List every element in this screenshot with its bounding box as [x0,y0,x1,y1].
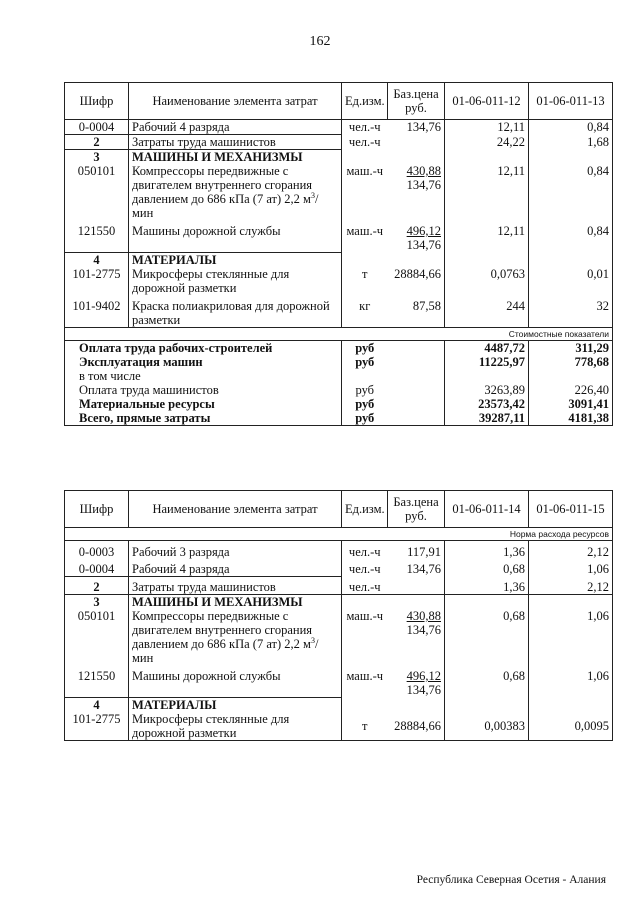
summary-row: Материальные ресурсы руб 23573,42 3091,41 [65,397,613,411]
header-name: Наименование элемента затрат [129,491,342,528]
estimate-table-2 [64,490,613,741]
summary-row: Оплата труда машинистов руб 3263,89 226,40 [65,383,613,397]
table-row: 0-0004 Рабочий 4 разряда чел.-ч 134,76 0,68 1,06 [65,559,613,577]
table-row: 050101 Компрессоры передвижные с двигателем внутреннего сгорания давлением до 686 кПа (7 ат) 2,2 $м^3$/мин маш.-ч 430,88 134,76 12,11 0,84 [65,164,613,220]
table-header-row [65,83,613,120]
summary-row: Эксплуатация машин руб 11225,97 778,68 [65,355,613,369]
header-code: Шифр [65,491,129,528]
estimate-table-1 [64,82,613,426]
table-row: 121550 Машины дорожной службы маш.-ч 496,12 134,76 0,68 1,06 [65,665,613,697]
header-name: Наименование элемента затрат [129,83,342,120]
summary-row: Всего, прямые затраты руб 39287,11 4181,38 [65,411,613,426]
summary-row: Оплата труда рабочих-строителей руб 4487,72 311,29 [65,340,613,355]
summary-row: в том числе [65,369,613,383]
table-row: 0-0004 Рабочий 4 разряда чел.-ч 134,76 12,11 0,84 [65,120,613,135]
table-row: 101-9402 Краска полиакриловая для дорожной разметки кг 87,58 244 32 [65,295,613,328]
header-code: Шифр [65,83,129,120]
table-row: 2 Затраты труда машинистов чел.-ч 24,22 1,68 [65,135,613,150]
table-row: 2 Затраты труда машинистов чел.-ч 1,36 2,12 [65,577,613,595]
section-row: 4 МАТЕРИАЛЫ [65,252,613,267]
note-row [65,528,613,541]
header-col-a: 01-06-011-12 [445,83,529,120]
page-number: 162 [309,34,331,49]
footer-region: Республика Северная Осетия - Алания [416,874,606,886]
header-col-b: 01-06-011-13 [529,83,613,120]
cost-indicators-note: Стоимостные показатели [65,327,613,340]
section-row: 4 МАТЕРИАЛЫ [65,697,613,712]
table-row: 050101 Компрессоры передвижные с двигателем внутреннего сгорания давлением до 686 кПа (7 ат) 2,2 $м^3$/мин маш.-ч 430,88 134,76 0,68 1,06 [65,609,613,665]
table-row: 101-2775 Микросферы стеклянные для дорожной разметки т 28884,66 0,00383 0,0095 [65,712,613,741]
table-row: 101-2775 Микросферы стеклянные для дорожной разметки т 28884,66 0,0763 0,01 [65,267,613,295]
header-price: Баз.цена руб. [388,491,445,528]
note-row [65,327,613,340]
table-header-row [65,491,613,528]
header-col-b: 01-06-011-15 [529,491,613,528]
section-row: 3 МАШИНЫ И МЕХАНИЗМЫ [65,150,613,165]
header-unit: Ед.изм. [342,491,388,528]
header-price: Баз.цена руб. [388,83,445,120]
table-row: 121550 Машины дорожной службы маш.-ч 496,12 134,76 12,11 0,84 [65,220,613,252]
section-row: 3 МАШИНЫ И МЕХАНИЗМЫ [65,595,613,610]
header-unit: Ед.изм. [342,83,388,120]
table-row: 0-0003 Рабочий 3 разряда чел.-ч 117,91 1,36 2,12 [65,545,613,559]
header-col-a: 01-06-011-14 [445,491,529,528]
resource-norm-note: Норма расхода ресурсов [65,528,613,541]
